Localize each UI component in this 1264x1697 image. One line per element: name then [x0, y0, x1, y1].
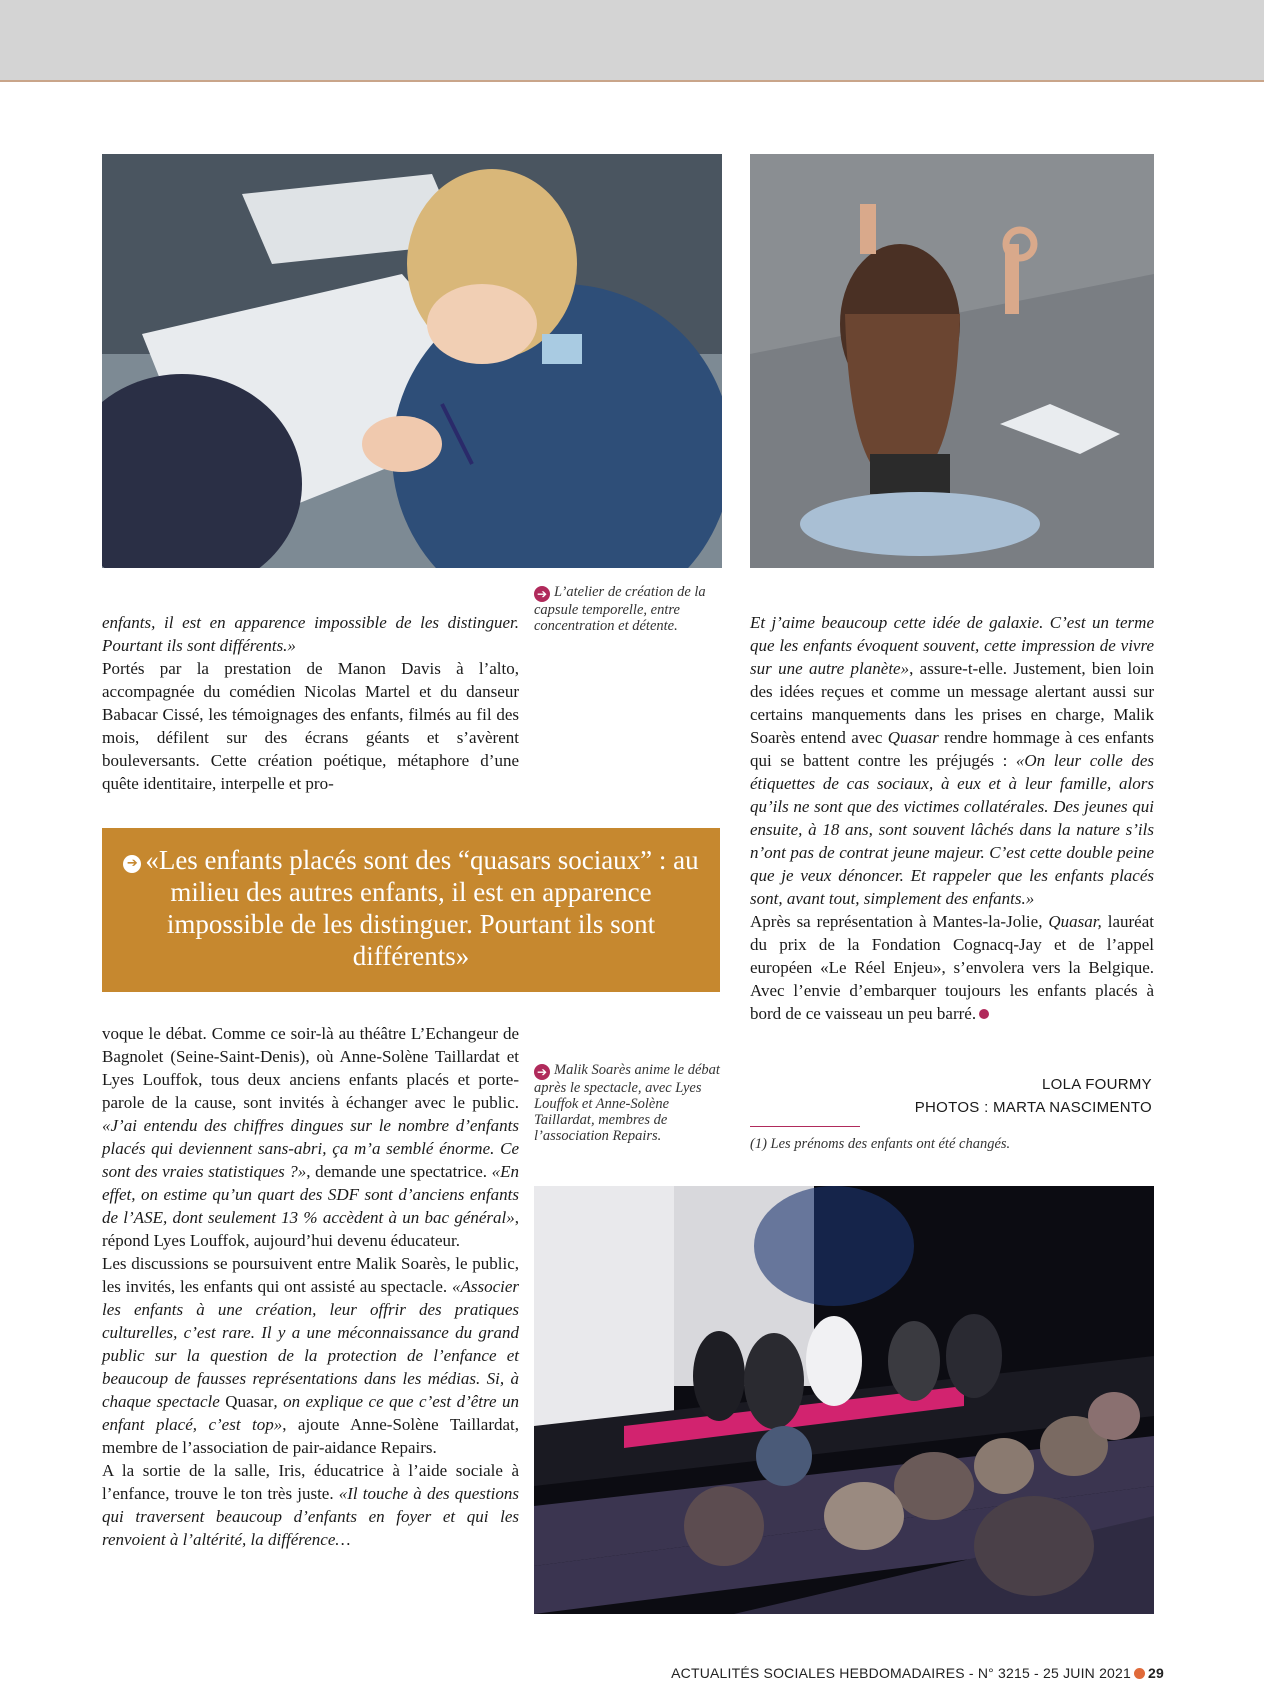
- arrow-right-icon: ➔: [534, 1064, 550, 1080]
- top-bar: [0, 0, 1264, 82]
- col1b-p1a: voque le débat. Comme ce soir-là au théâtre L’Echangeur de Bagnolet (Seine-Saint-Denis), où Anne-Solène Taillardat et Lyes Louffok, tous deux anciens enfants placés et porte-parole de la cause, sont invités à échanger avec le public.: [102, 1024, 519, 1112]
- photo-credit: PHOTOS : MARTA NASCIMENTO: [914, 1099, 1152, 1116]
- col1b-p3b: «Il touche à des questions qui traversent beaucoup d’enfants en foyer et qui les renvoient à l’altérité, la différence…: [102, 1484, 519, 1549]
- photo-girl-sitting: [750, 154, 1154, 568]
- arrow-right-icon: ➔: [123, 855, 141, 873]
- col1b-p2a: Les discussions se poursuivent entre Malik Soarès, le public, les invités, les enfants qui ont assisté au spectacle.: [102, 1254, 519, 1296]
- col3-p2a: Après sa représentation à Mantes-la-Jolie,: [750, 912, 1049, 931]
- col1-p2: Portés par la prestation de Manon Davis à l’alto, accompagnée du comédien Nicolas Martel et du danseur Babacar Cissé, les témoignages des enfants, filmés au fil des mois, défilent sur des écrans géants et s’avèrent bouleversants. Cette création poétique, métaphore d’une quête identitaire, interpelle et pro-: [102, 659, 519, 793]
- col3-p1c: Quasar: [887, 728, 939, 747]
- col3-p1a: Et j’aime beaucoup cette idée de galaxie. C’est un terme que les enfants évoquent souvent, cette impression de vivre sur une autre planète»: [750, 613, 1154, 678]
- pull-quote-text: «Les enfants placés sont des “quasars sociaux” : au milieu des autres enfants, il est en apparence impossible de les distinguer. Pourtant ils sont différents»: [145, 845, 699, 971]
- author-signature: LOLA FOURMY: [1042, 1076, 1152, 1093]
- caption-middle: [534, 1062, 724, 1144]
- col1b-p2c: Quasar: [225, 1392, 274, 1411]
- col1b-p1d: «En effet, on estime qu’un quart des SDF sont d’anciens enfants de l’ASE, dont seulement 13 % accèdent à un bac général»: [102, 1162, 519, 1227]
- photo-child-drawing: [102, 154, 722, 568]
- column1-bottom-text: [102, 1022, 519, 1551]
- col3-p1b: , assure-t-elle. Justement, bien loin des idées reçues et comme un message alertant aussi sur certains manquements dans les prises en charge, Malik Soarès entend avec: [750, 659, 1154, 747]
- page-footer: [671, 1665, 1164, 1681]
- caption-top: [534, 584, 724, 634]
- footnote-rule: [750, 1126, 860, 1127]
- col1b-p1c: , demande une spectatrice.: [306, 1162, 492, 1181]
- bullet-end-icon: [979, 1009, 989, 1019]
- col3-p1e: «On leur colle des étiquettes de cas sociaux, à eux et à leur famille, alors qu’ils ne sont que des victimes collatérales. Des jeunes qui ensuite, à 18 ans, sont souvent lâchés dans la nature s’ils n’ont pas de contrat jeune majeur. C’est cette double peine que je veux dénoncer. Et rappeler que les enfants placés sont, avant tout, simplement des enfants.»: [750, 751, 1154, 908]
- footer-publication: ACTUALITÉS SOCIALES HEBDOMADAIRES - N° 3215 - 25 JUIN 2021: [671, 1665, 1132, 1681]
- col1b-p2b: «Associer les enfants à une création, leur offrir des pratiques culturelles, c’est rare. Il y a une méconnaissance du grand public sur la question de la protection de l’enfance et beaucoup de fausses représentations dans les médias. Si, à chaque spectacle: [102, 1277, 519, 1411]
- arrow-right-icon: [1134, 1668, 1145, 1679]
- column1-top-text: [102, 611, 519, 795]
- photo-theater-debate: [534, 1186, 1154, 1614]
- column3-text: [750, 611, 1154, 1025]
- col3-p1d: rendre hommage à ces enfants qui se battent contre les préjugés :: [750, 728, 1154, 770]
- col1b-p1b: «J’ai entendu des chiffres dingues sur le nombre d’enfants placés qui deviennent sans-abri, ça m’a semblé énorme. Ce sont des vraies statistiques ?»: [102, 1116, 519, 1181]
- col3-p2b: Quasar,: [1048, 912, 1102, 931]
- page-number: 29: [1148, 1665, 1164, 1681]
- footnote: (1) Les prénoms des enfants ont été changés.: [750, 1136, 1011, 1152]
- caption-top-text: L’atelier de création de la capsule temporelle, entre concentration et détente.: [534, 584, 706, 634]
- pull-quote: [102, 828, 720, 992]
- col1-p1: enfants, il est en apparence impossible de les distinguer. Pourtant ils sont différents.»: [102, 613, 519, 655]
- caption-middle-text: Malik Soarès anime le débat après le spectacle, avec Lyes Louffok et Anne-Solène Taillardat, membres de l’association Repairs.: [534, 1062, 720, 1144]
- col3-p2c: lauréat du prix de la Fondation Cognacq-Jay et de l’appel européen «Le Réel Enjeu», s’envolera vers la Belgique. Avec l’envie d’embarquer toujours les enfants placés à bord de ce vaisseau un peu barré.: [750, 912, 1154, 1023]
- col1b-p2e: , ajoute Anne-Solène Taillardat, membre de l’association de pair-aidance Repairs.: [102, 1415, 519, 1457]
- col1b-p1e: , répond Lyes Louffok, aujourd’hui devenu éducateur.: [102, 1208, 519, 1250]
- col1b-p3a: A la sortie de la salle, Iris, éducatrice à l’aide sociale à l’enfance, trouve le ton très juste.: [102, 1461, 519, 1503]
- col1b-p2d: , on explique ce que c’est d’être un enfant placé, c’est top»: [102, 1392, 519, 1434]
- arrow-right-icon: ➔: [534, 586, 550, 602]
